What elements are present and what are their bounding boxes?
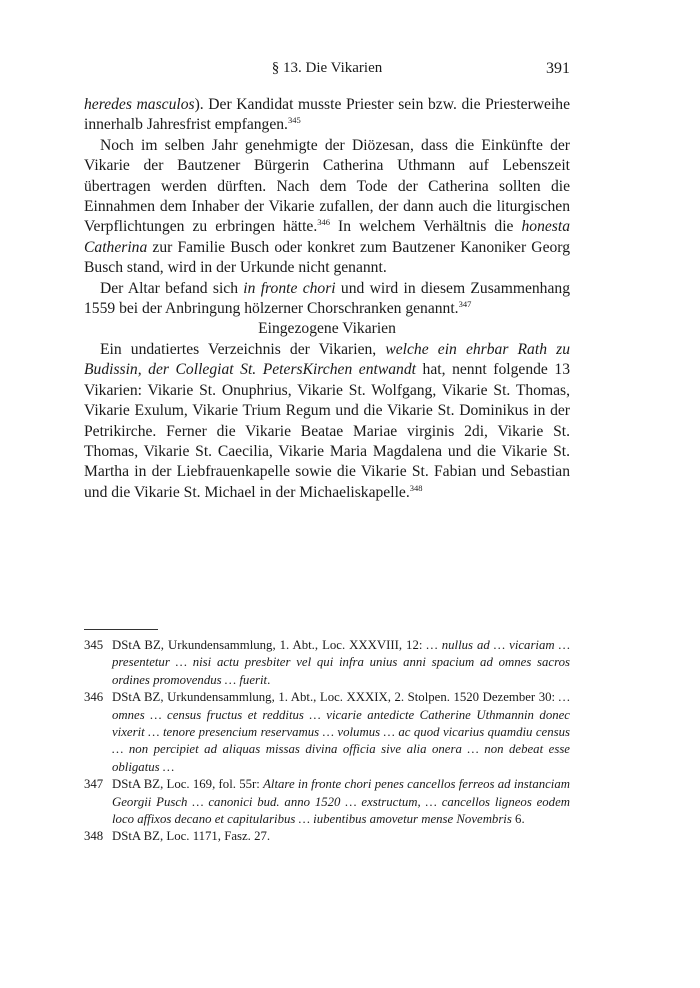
text-run: DStA BZ, Loc. 1171, Fasz. 27. xyxy=(112,829,271,844)
footnote-346 xyxy=(84,689,570,776)
footnote-345 xyxy=(84,637,570,689)
text-run: DStA BZ, Urkundensammlung, 1. Abt., Loc. XXXVIII, 12: xyxy=(112,638,427,652)
text-run: In welchem Verhältnis die xyxy=(330,218,522,236)
text-run: Ein undatiertes Verzeichnis der Vikarien, xyxy=(100,340,386,358)
running-title: § 13. Die Vikarien xyxy=(271,60,383,76)
paragraph-4 xyxy=(84,340,570,503)
footnote-number: 347 xyxy=(84,777,104,792)
italic-quote: … nullus ad … vicariam … presentetur … nisi actu presbiter vel qui infra unius anni spacium ad omnes sacros ordines promovendus … fuerit xyxy=(112,638,570,687)
main-text xyxy=(84,95,570,503)
text-run: DStA BZ, Loc. 169, fol. 55r: xyxy=(112,777,264,792)
footnote-number: 346 xyxy=(84,690,104,705)
italic-quote: … omnes … census fructus et redditus … vicarie antedicte Catherine Uthmannin donec vixerit … tenore presencium reservamus … volumus … ac quod vicarius quamdiu census … non percipiet ad aliquas missas divina officia sive alia onera … non debeat esse obligatus … xyxy=(112,690,570,774)
footnote-text xyxy=(112,776,570,828)
footnote-ref-347[interactable]: 347 xyxy=(458,298,472,309)
footnote-348 xyxy=(84,828,570,845)
text-run: zur Familie Busch oder konkret zum Bautzener Kanoniker Georg Busch stand, wird in der Urkunde nicht genannt. xyxy=(84,238,570,277)
footnote-divider xyxy=(84,629,158,630)
footnote-347 xyxy=(84,776,570,828)
italic-phrase: heredes masculos xyxy=(84,96,195,113)
footnote-ref-346[interactable]: 346 xyxy=(317,217,331,228)
text-run: und wird in diesem Zusammenhang 1559 bei der Anbringung hölzerner Chorschranken genannt. xyxy=(84,279,570,318)
text-run: DStA BZ, Urkundensammlung, 1. Abt., Loc. XXXIX, 2. Stolpen. 1520 Dezember 30: xyxy=(112,690,559,705)
footnote-ref-348[interactable]: 348 xyxy=(409,482,423,493)
footnote-text xyxy=(112,689,570,776)
paragraph-3 xyxy=(84,279,570,320)
footnote-text xyxy=(112,637,570,689)
italic-quote: Altare in fronte chori penes cancellos ferreos ad instanciam Georgii Pusch … canonici bud. anno 1520 … exstructum, … cancellos ligneos eodem loco affixos decano et capitularibus … iubentibus amovetur mense Novembris xyxy=(112,777,570,827)
text-run: hat, nennt folgende 13 Vikarien: Vikarie St. Onuphrius, Vikarie St. Wolfgang, Vikarie St. Thomas, Vikarie Exulum, Vikarie Trium Regum und die Vikarie St. Dominikus in der Petrikirche. Ferner die Vikarie Beatae Mariae virginis 2di, Vikarie St. Thomas, Vikarie St. Caecilia, Vikarie Maria Magdalena und die Vikarie St. Martha in der Liebfrauenkapelle sowie die Vikarie St. Fabian und Sebastian und die Vikarie St. Michael in der Michaeliskapelle. xyxy=(84,361,570,501)
footnote-ref-345[interactable]: 345 xyxy=(287,115,301,126)
text-run: . xyxy=(267,672,271,687)
section-heading: Eingezogene Vikarien xyxy=(258,320,396,338)
text-run: Der Altar befand sich xyxy=(100,279,244,297)
page-number: 391 xyxy=(546,60,570,77)
italic-phrase: in fronte chori xyxy=(243,279,336,297)
text-run: ). Der Kandidat musste Priester sein bzw. die Priesterweihe innerhalb Jahresfrist empfangen. xyxy=(84,96,570,134)
running-header xyxy=(84,60,570,82)
footnote-number: 348 xyxy=(84,829,104,844)
paragraph-1 xyxy=(84,95,570,136)
footnote-text xyxy=(112,828,570,845)
text-run: Noch im selben Jahr genehmigte der Diözesan, dass die Einkünfte der Vikarie der Bautzener Bürgerin Catherina Uthmann auf Lebenszeit übertragen werden dürften. Nach dem Tode der Catherina sollten die Einnahmen dem Inhaber der Vikarie zufallen, der dann auch die liturgischen Verpflichtungen zu erbringen hätte. xyxy=(84,136,570,236)
footnote-number: 345 xyxy=(84,638,104,652)
paragraph-2 xyxy=(84,136,570,279)
footnotes xyxy=(84,637,570,846)
italic-phrase: welche ein ehrbar Rath zu Budissin, der Collegiat St. PetersKirchen entwandt xyxy=(84,340,570,379)
italic-phrase: honesta Catherina xyxy=(84,218,571,256)
text-run: 6. xyxy=(511,812,525,827)
